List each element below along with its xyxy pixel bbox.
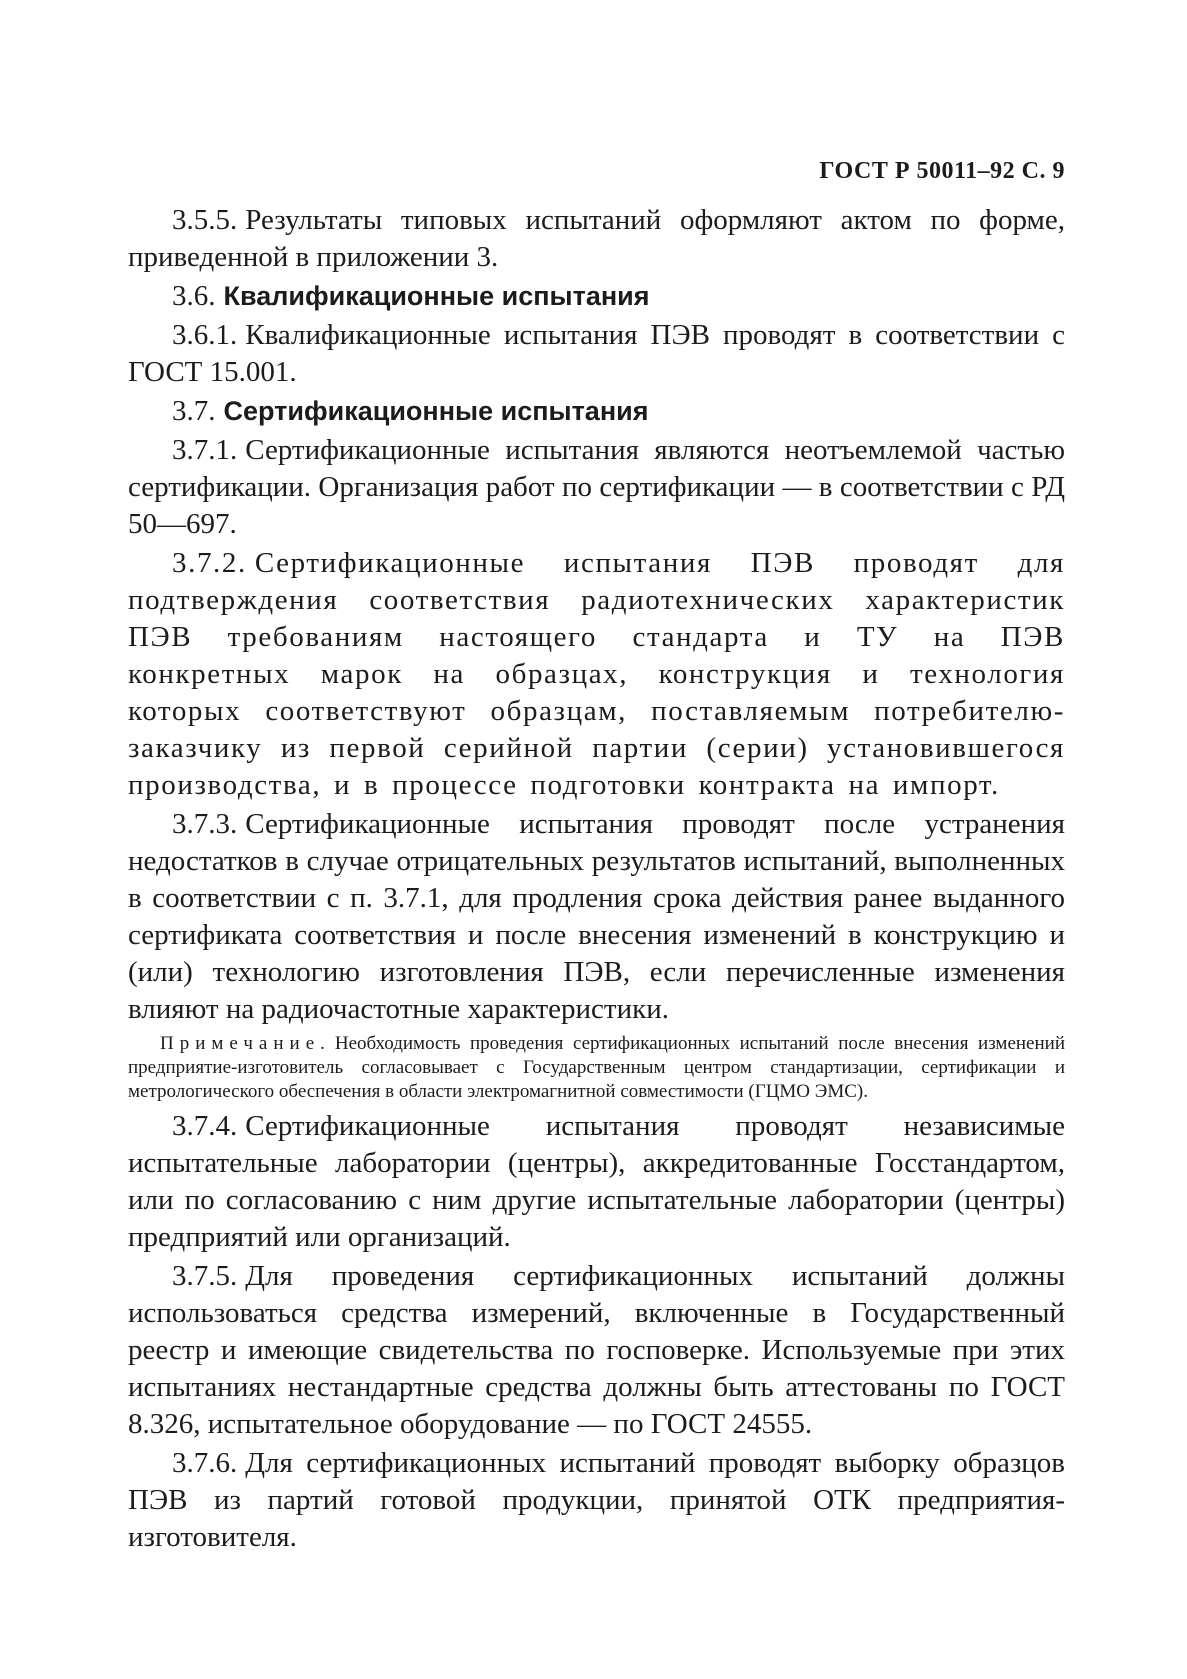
running-header: ГОСТ Р 50011–92 С. 9 <box>819 158 1065 184</box>
clause-3-7-3 <box>128 806 1065 1028</box>
clause-text: Для сертификационных испытаний проводят выборку образцов ПЭВ из партий готовой продукции, принятой ОТК предприятия-изготовителя. <box>128 1447 1065 1553</box>
clause-text: Для проведения сертификационных испытаний должны использоваться средства измерений, включенные в Государственный реестр и имеющие свидетельства по госповерке. Используемые при этих испытаниях нестандартные средства должны быть аттестованы по ГОСТ 8.326, испытательное оборудование — по ГОСТ 24555. <box>128 1260 1065 1440</box>
clause-text: Квалификационные испытания ПЭВ проводят в соответствии с ГОСТ 15.001. <box>128 319 1065 388</box>
note <box>128 1032 1065 1104</box>
clause-3-7-6 <box>128 1445 1065 1556</box>
clause-3-5-5 <box>128 202 1065 276</box>
clause-number: 3.7.1. <box>172 434 238 466</box>
section-number: 3.7. <box>172 395 216 427</box>
clause-number: 3.7.5. <box>172 1260 238 1292</box>
clause-number: 3.7.6. <box>172 1447 238 1479</box>
clause-number: 3.7.4. <box>172 1110 238 1142</box>
section-number: 3.6. <box>172 280 216 312</box>
clause-3-7-4 <box>128 1108 1065 1256</box>
section-title: Квалификационные испытания <box>223 281 650 311</box>
clause-text: Сертификационные испытания проводят независимые испытательные лаборатории (центры), аккредитованные Госстандартом, или по согласованию с ним другие испытательные лаборатории (центры) предприятий или организаций. <box>128 1110 1065 1253</box>
clause-3-6-1 <box>128 317 1065 391</box>
note-label: Примечание. <box>160 1033 331 1054</box>
clause-3-7-5 <box>128 1258 1065 1443</box>
clause-number: 3.5.5. <box>172 204 238 236</box>
clause-text: Сертификационные испытания ПЭВ проводят для подтверждения соответствия радиотехнических характеристик ПЭВ требованиям настоящего стандарта и ТУ на ПЭВ конкретных марок на образцах, конструкция и технология которых соответствуют образцам, поставляемым потребителю-заказчику из первой серийной партии (серии) установившегося производства, и в процессе подготовки контракта на импорт. <box>128 547 1065 801</box>
clause-number: 3.7.2. <box>172 547 247 579</box>
note-text: Необходимость проведения сертификационных испытаний после внесения изменений предприятие-изготовитель согласовывает с Государственным центром стандартизации, сертификации и метрологического обеспечения в области электромагнитной совместимости (ГЦМО ЭМС). <box>128 1033 1065 1102</box>
clause-text: Сертификационные испытания проводят после устранения недостатков в случае отрицательных результатов испытаний, выполненных в соответствии с п. 3.7.1, для продления срока действия ранее выданного сертификата соответствия и после внесения изменений в конструкцию и (или) технологию изготовления ПЭВ, если перечисленные изменения влияют на радиочастотные характеристики. <box>128 808 1065 1025</box>
clause-number: 3.6.1. <box>172 319 238 351</box>
clause-3-7-2 <box>128 545 1065 804</box>
section-heading-3-7 <box>128 393 1065 430</box>
section-heading-3-6 <box>128 278 1065 315</box>
clause-number: 3.7.3. <box>172 808 238 840</box>
clause-text: Сертификационные испытания являются неотъемлемой частью сертификации. Организация работ по сертификации — в соответствии с РД 50—697. <box>128 434 1065 540</box>
page-body <box>128 202 1065 1558</box>
clause-3-7-1 <box>128 432 1065 543</box>
clause-text: Результаты типовых испытаний оформляют актом по форме, приведенной в приложении 3. <box>128 204 1065 273</box>
section-title: Сертификационные испытания <box>223 396 649 426</box>
